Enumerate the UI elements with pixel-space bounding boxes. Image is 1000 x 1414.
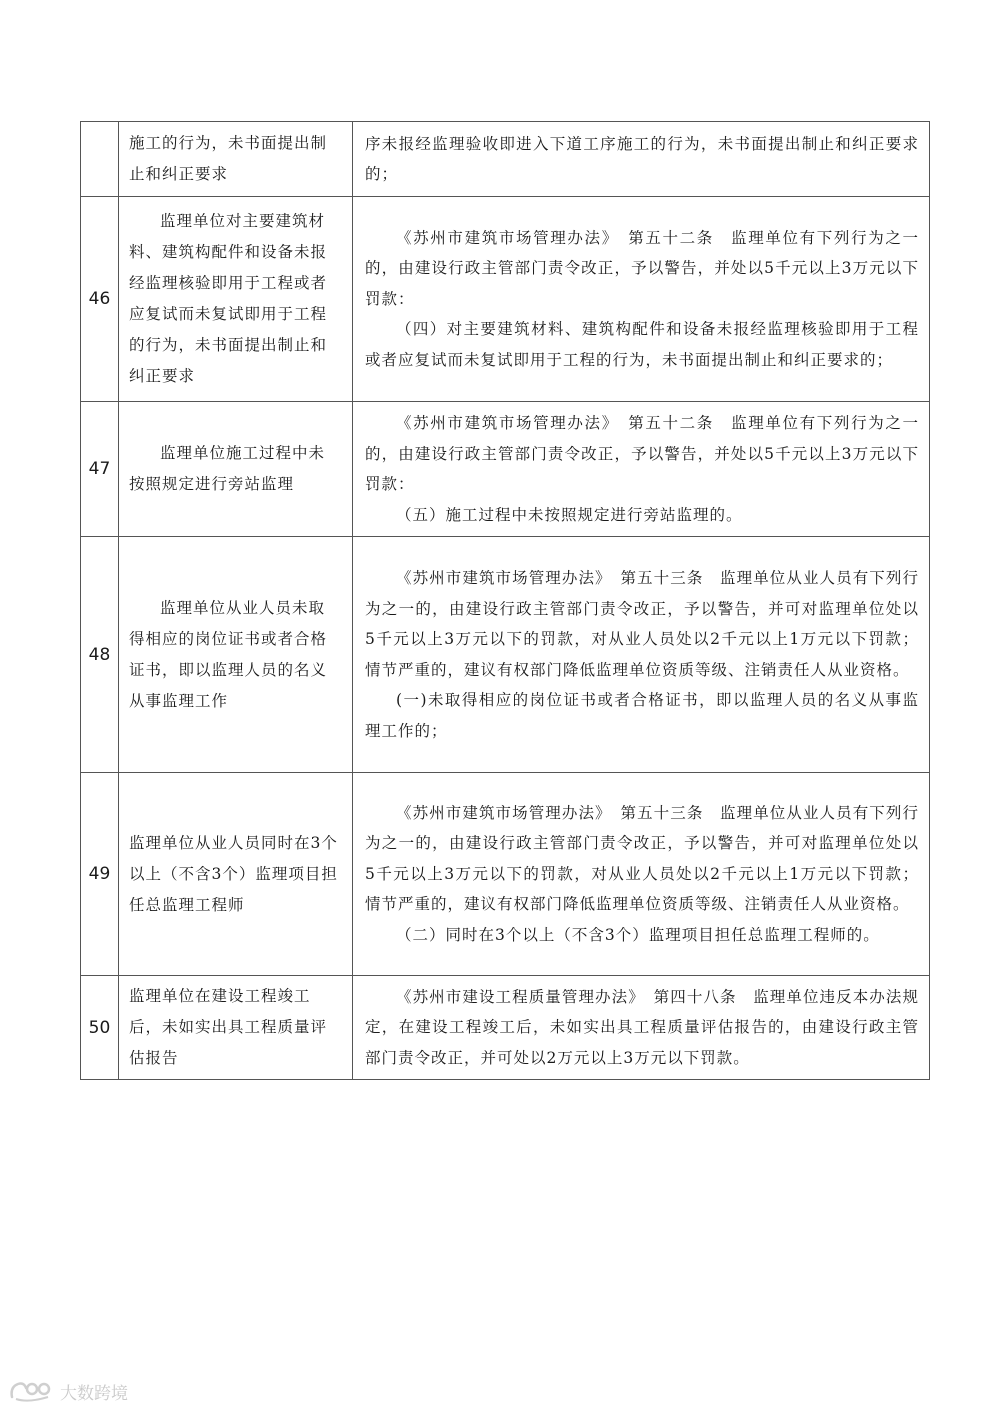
regulation-table [80,121,930,1080]
table-row [81,122,930,197]
law-paragraph: 《苏州市建筑市场管理办法》 第五十三条 监理单位从业人员有下列行为之一的，由建设行政主管部门责令改正，予以警告，并可对监理单位处以5千元以上3万元以下的罚款，对从业人员处以2千元以上1万元以下罚款；情节严重的，建议有权部门降低监理单位资质等级、注销责任人从业资格。 [365,803,919,914]
law-cell [353,773,930,976]
row-number: 46 [81,197,119,402]
law-cell [353,122,930,197]
law-paragraph: （五）施工过程中未按照规定进行旁站监理的。 [396,505,743,524]
brand-logo-icon [8,1379,54,1403]
row-number: 49 [81,773,119,976]
regulation-table-body [81,122,930,1080]
row-number: 50 [81,976,119,1080]
law-paragraph: （二）同时在3个以上（不含3个）监理项目担任总监理工程师的。 [396,925,880,944]
law-paragraph: 《苏州市建设工程质量管理办法》 第四十八条 监理单位违反本办法规定，在建设工程竣工后，未如实出具工程质量评估报告的，由建设行政主管部门责令改正，并可处以2万元以上3万元以下罚款。 [365,987,919,1067]
behavior-cell [119,402,353,537]
table-row [81,773,930,976]
law-paragraph: 《苏州市建筑市场管理办法》 第五十二条 监理单位有下列行为之一的，由建设行政主管部门责令改正，予以警告，并处以5千元以上3万元以下罚款： [365,414,919,493]
behavior-text: 监理单位对主要建筑材料、建筑构配件和设备未报经监理核验即用于工程或者应复试而未复试即用于工程的行为，未书面提出制止和纠正要求 [129,212,328,385]
table-row [81,537,930,773]
law-cell [353,197,930,402]
row-number: 47 [81,402,119,537]
behavior-cell [119,122,353,197]
law-cell [353,537,930,773]
law-paragraph: （四）对主要建筑材料、建筑构配件和设备未报经监理核验即用于工程或者应复试而未复试即用于工程的行为，未书面提出制止和纠正要求的； [365,320,919,369]
law-cell [353,976,930,1080]
behavior-cell [119,773,353,976]
behavior-cell [119,197,353,402]
behavior-cell [119,976,353,1080]
law-paragraph: 《苏州市建筑市场管理办法》 第五十二条 监理单位有下列行为之一的，由建设行政主管部门责令改正，予以警告，并处以5千元以上3万元以下罚款： [365,228,919,308]
behavior-text: 监理单位从业人员同时在3个以上（不含3个）监理项目担任总监理工程师 [129,833,338,914]
table-row [81,197,930,402]
behavior-cell [119,537,353,773]
table-row [81,402,930,537]
behavior-text: 监理单位在建设工程竣工后，未如实出具工程质量评估报告 [129,987,328,1067]
row-number [81,122,119,197]
law-paragraph: (一)未取得相应的岗位证书或者合格证书，即以监理人员的名义从事监理工作的； [365,691,919,740]
row-number: 48 [81,537,119,773]
law-paragraph: 《苏州市建筑市场管理办法》 第五十三条 监理单位从业人员有下列行为之一的，由建设行政主管部门责令改正，予以警告，并可对监理单位处以5千元以上3万元以下的罚款，对从业人员处以2千元以上1万元以下罚款；情节严重的，建议有权部门降低监理单位资质等级、注销责任人从业资格。 [365,569,919,679]
watermark-text: 大数跨境 [60,1383,128,1404]
behavior-text: 施工的行为，未书面提出制止和纠正要求 [129,134,328,183]
watermark [8,1377,128,1405]
behavior-text: 监理单位从业人员未取得相应的岗位证书或者合格证书，即以监理人员的名义从事监理工作 [129,598,328,710]
law-cell [353,402,930,537]
table-row [81,976,930,1080]
behavior-text: 监理单位施工过程中未按照规定进行旁站监理 [129,444,326,493]
law-paragraph: 序未报经监理验收即进入下道工序施工的行为，未书面提出制止和纠正要求的； [365,134,919,183]
